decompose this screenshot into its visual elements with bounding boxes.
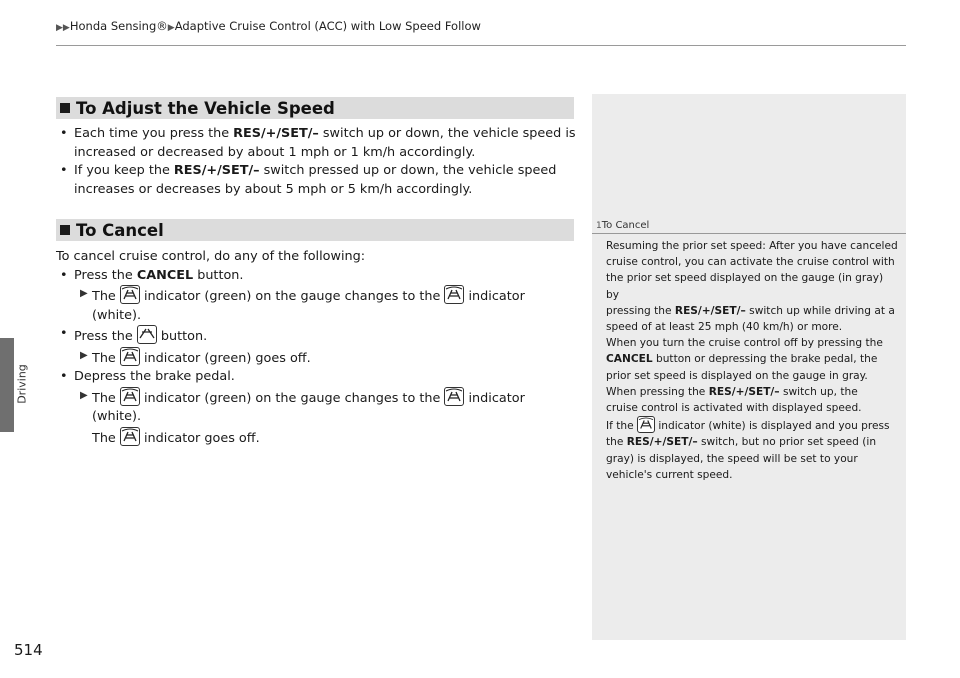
note-line (606, 434, 898, 450)
text: switch pressed up or down, the vehicle speed (259, 163, 557, 178)
acc-indicator-icon (637, 416, 655, 433)
breadcrumb (56, 19, 481, 33)
arrow-icon: ▶ (80, 389, 88, 401)
list-item (56, 267, 576, 286)
note-line (606, 303, 898, 319)
text: Press the (74, 267, 137, 283)
note-line: speed of at least 25 mph (40 km/h) or more. (606, 321, 843, 334)
arrow-icon: ▶ (80, 349, 88, 361)
sub-item (56, 285, 576, 325)
sub-item (56, 387, 576, 427)
sub-item (56, 347, 576, 369)
breadcrumb-arrow-icon: ▶ (167, 23, 175, 33)
heading-square-icon (60, 103, 70, 113)
switch-name: RES/+/SET/– (708, 385, 780, 398)
breadcrumb-page: Adaptive Cruise Control (ACC) with Low Speed Follow (174, 19, 481, 33)
text: indicator (white) is displayed and you press (658, 420, 890, 433)
chapter-tab-label: Driving (15, 364, 29, 404)
text: indicator (green) on the gauge changes to the (143, 390, 441, 406)
note-line: Resuming the prior set speed: After you have canceled (606, 240, 898, 252)
note-line: When you turn the cruise control off by pressing the (606, 337, 883, 350)
acc-indicator-icon (120, 285, 140, 304)
section-heading-cancel (56, 219, 574, 241)
text: The (92, 390, 116, 406)
text: switch up while driving at a (745, 304, 895, 317)
switch-name: RES/+/SET/– (674, 304, 746, 317)
heading-square-icon (60, 225, 70, 235)
section-heading-adjust (56, 97, 574, 119)
list-item (56, 325, 576, 347)
text: button. (193, 267, 244, 283)
note-line: cruise control is activated with displayed speed. (606, 402, 862, 415)
text: If you keep the (74, 163, 174, 178)
text: Depress the brake pedal. (74, 369, 235, 384)
cancel-body (56, 248, 576, 448)
text: switch up or down, the vehicle speed is (318, 126, 576, 141)
note-panel (592, 94, 906, 640)
text: increases or decreases by about 5 mph or 5 km/h accordingly. (74, 181, 473, 197)
note-title (596, 220, 649, 231)
switch-name: RES/+/SET/– (626, 436, 698, 449)
list-item (56, 162, 576, 199)
adjust-body (56, 125, 576, 199)
text: switch, but no prior set speed (in (697, 436, 877, 449)
list-item (56, 368, 576, 387)
text: switch up, the (779, 385, 858, 398)
text: the (606, 436, 627, 449)
chapter-tab (0, 338, 14, 432)
note-line (606, 351, 898, 367)
breadcrumb-arrows-icon: ▶▶ (56, 23, 70, 33)
breadcrumb-section[interactable]: Honda Sensing® (69, 19, 168, 33)
text: button or depressing the brake pedal, the (652, 353, 878, 366)
text: Each time you press the (74, 126, 234, 141)
button-name: CANCEL (606, 353, 653, 366)
text: indicator (green) goes off. (143, 350, 311, 366)
page-number: 514 (14, 641, 43, 659)
note-line: cruise control, you can activate the cruise control with (606, 256, 895, 269)
text: indicator (white). (92, 390, 525, 424)
text: If the (606, 420, 634, 433)
acc-indicator-icon (120, 427, 140, 446)
switch-name: RES/+/SET/– (233, 126, 319, 141)
cancel-intro: To cancel cruise control, do any of the following: (56, 249, 366, 264)
note-number: 1 (596, 221, 602, 231)
note-line: vehicle's current speed. (606, 468, 733, 481)
text: The (92, 430, 116, 446)
switch-name: RES/+/SET/– (173, 163, 260, 178)
acc-indicator-icon (444, 387, 464, 406)
text: indicator (green) on the gauge changes to the (143, 289, 441, 304)
text: The (92, 350, 116, 366)
text: button. (160, 329, 208, 344)
sub-item-continued (56, 427, 576, 449)
list-item (56, 125, 576, 162)
note-line: gray) is displayed, the speed will be set to your (606, 452, 858, 465)
note-line: prior set speed is displayed on the gauge in gray. (606, 369, 868, 382)
header-divider (56, 45, 906, 46)
main-button-icon (137, 325, 157, 344)
note-divider (592, 233, 906, 234)
note-line (606, 384, 898, 400)
acc-indicator-icon (120, 347, 140, 366)
text: The (92, 289, 116, 304)
text: indicator (white). (92, 289, 525, 323)
section-heading-cancel-text: To Cancel (76, 220, 164, 240)
text: indicator goes off. (143, 430, 260, 446)
text: Press the (74, 329, 133, 344)
acc-indicator-icon (444, 285, 464, 304)
note-body (606, 238, 898, 483)
text: When pressing the (606, 385, 709, 398)
note-title-text: To Cancel (601, 220, 650, 231)
text: pressing the (606, 304, 675, 317)
arrow-icon: ▶ (80, 288, 88, 299)
acc-indicator-icon (120, 387, 140, 406)
note-line (606, 416, 898, 434)
button-name: CANCEL (136, 267, 194, 283)
text: increased or decreased by about 1 mph or 1 km/h accordingly. (74, 144, 476, 160)
note-line: the prior set speed displayed on the gauge (in gray) by (606, 272, 884, 301)
section-heading-adjust-text: To Adjust the Vehicle Speed (76, 98, 335, 118)
